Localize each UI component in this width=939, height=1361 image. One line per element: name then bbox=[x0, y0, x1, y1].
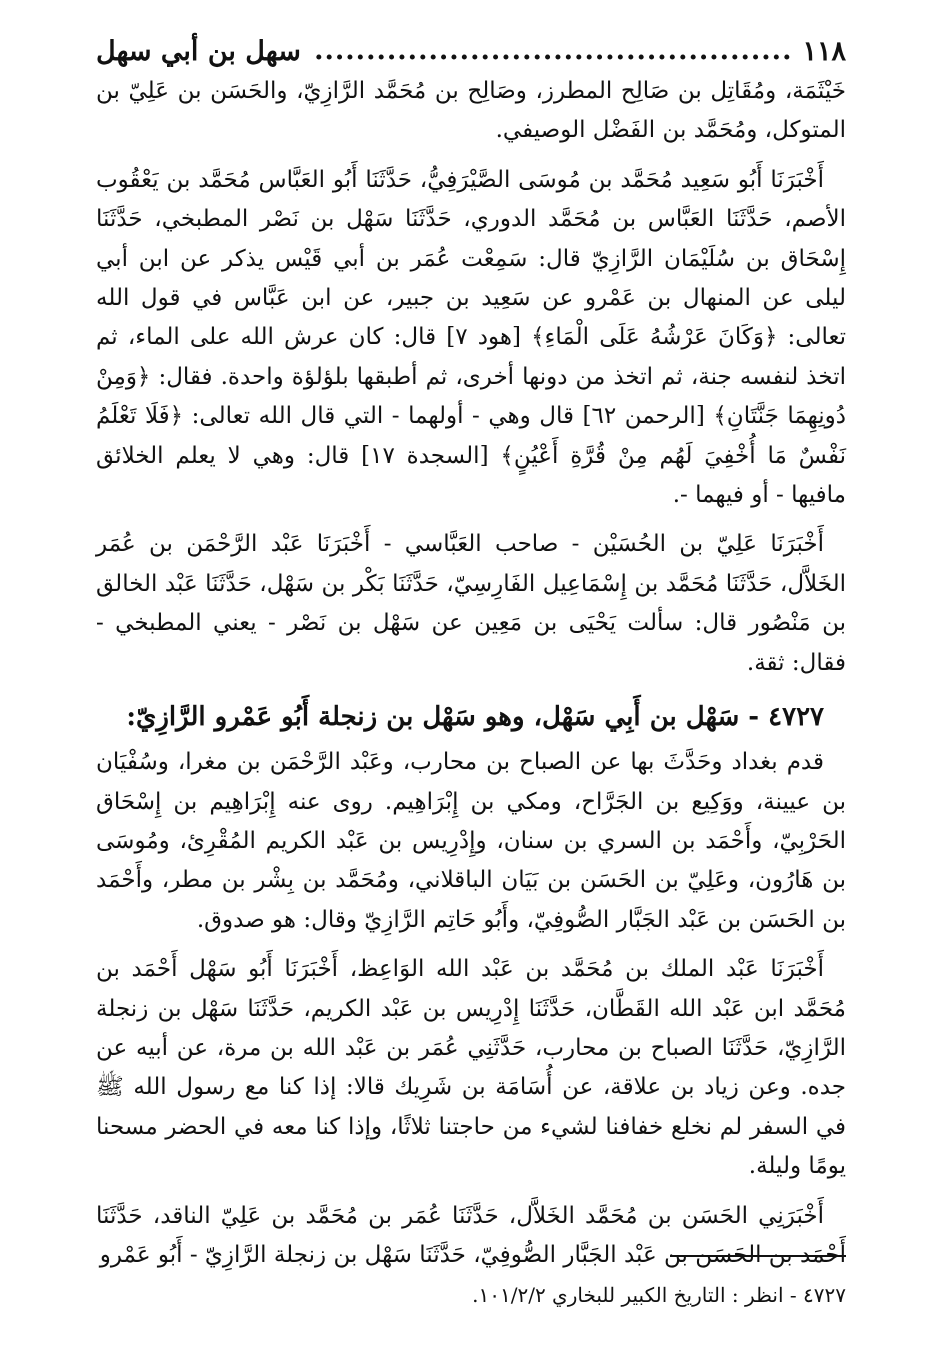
running-title: سهل بن أبي سهل bbox=[96, 35, 301, 67]
entry-paragraph: قدم بغداد وحَدَّثَ بها عن الصباح بن محارب، وعَبْد الرَّحْمَن بن مغرا، وسُفْيَان بن عيينة، ووَكِيع بن الجَرَّاح، ومكي بن إِبْرَاهِيم. روى عنه إِبْرَاهِيم بن إِسْحَاق الحَرْبِيّ، وأَحْمَد بن السري بن سنان، وإِدْرِيس بن عَبْد الكريم المُقْرِئ، ومُوسَى بن هَارُون، وعَلِيّ بن الحَسَن بن بَيَان الباقلاني، ومُحَمَّد بن بِشْر بن مطر، وأَحْمَد بن الحَسَن بن عَبْد الجَبَّار الصُّوفِيّ، وأَبُو حَاتِم الرَّازِيّ وقال: هو صدوق. bbox=[96, 749, 846, 933]
body-paragraph: خَيْثَمَة، ومُقَاتِل بن صَالِح المطرز، وصَالِح بن مُحَمَّد الرَّازِيّ، والحَسَن بن عَلِيّ بن المتوكل، ومُحَمَّد بن الفَضْل الوصيفي. bbox=[96, 78, 846, 144]
page-header bbox=[96, 28, 846, 74]
entry-paragraph: أَخْبَرَنَا عَبْد الملك بن مُحَمَّد بن عَبْد الله الوَاعِظ، أَخْبَرَنَا أَبُو سَهْل أَحْمَد بن مُحَمَّد ابن عَبْد الله القَطَّان، حَدَّثَنَا إِدْرِيس بن عَبْد الكريم، حَدَّثَنَا سَهْل بن زنجلة الرَّازِيّ، حَدَّثَنَا الصباح بن محارب، حَدَّثَنِي عُمَر بن عَبْد الله بن مرة، عن أبيه عن جده. وعن زياد بن علاقة، عن أُسَامَة بن شَرِيك قالا: إذا كنا مع رسول الله ﷺ في السفر لم نخلع خفافنا لشيء من حاجتنا ثلاثًا، وإذا كنا معه في الحضر مسحنا يومًا وليلة. bbox=[96, 956, 846, 1180]
page-body bbox=[96, 72, 846, 1285]
entry-paragraph: أَخْبَرَنِي الحَسَن بن مُحَمَّد الخَلاَّل، حَدَّثَنَا عُمَر بن مُحَمَّد بن عَلِيّ الناقد، حَدَّثَنَا أَحْمَد بن الحَسَن بن عَبْد الجَبَّار الصُّوفِيّ، حَدَّثَنَا سَهْل بن زنجلة الرَّازِيّ - أَبُو عَمْرو bbox=[96, 1202, 846, 1268]
header-dot-leader bbox=[313, 36, 793, 66]
footnote-divider bbox=[670, 1255, 846, 1257]
page-number: ١١٨ bbox=[802, 35, 846, 67]
body-paragraph: أَخْبَرَنَا أَبُو سَعِيد مُحَمَّد بن مُوسَى الصَّيْرَفِيُّ، حَدَّثَنَا أَبُو العَبَّاس مُحَمَّد بن يَعْقُوب الأصم، حَدَّثَنَا العَبَّاس بن مُحَمَّد الدوري، حَدَّثَنَا سَهْل بن نَصْر المطبخي، حَدَّثَنَا إِسْحَاق بن سُلَيْمَان الرَّازِيّ قال: سَمِعْت عُمَر بن أبي قَيْس يذكر عن ابن أبي ليلى عن المنهال بن عَمْرو عن سَعِيد بن جبير، عن ابن عَبَّاس في قول الله تعالى: ﴿وَكَانَ عَرْشُهُ عَلَى الْمَاءِ﴾ [هود ٧] قال: كان عرش الله على الماء، ثم اتخذ لنفسه جنة، ثم اتخذ من دونها أخرى، ثم أطبقها بلؤلؤة واحدة. فقال: ﴿وَمِنْ دُونِهِمَا جَنَّتَانِ﴾ [الرحمن ٦٢] قال وهي - أولهما - التي قال الله تعالى: ﴿فَلَا تَعْلَمُ نَفْسٌ مَا أُخْفِيَ لَهُم مِنْ قُرَّةِ أَعْيُنٍ﴾ [السجدة ١٧] قال: وهي لا يعلم الخلائق مافيها - أو فيهما -. bbox=[96, 166, 847, 509]
body-paragraph: أَخْبَرَنَا عَلِيّ بن الحُسَيْن - صاحب العَبَّاسي - أَخْبَرَنَا عَبْد الرَّحْمَن بن عُمَر الخَلاَّل، حَدَّثَنَا مُحَمَّد بن إِسْمَاعِيل الفَارِسِيّ، حَدَّثَنَا بَكْر بن سَهْل، حَدَّثَنَا عَبْد الخالق بن مَنْصُور قال: سألت يَحْيَى بن مَعِين عن سَهْل بن نَصْر - يعني المطبخي - فقال: ثقة. bbox=[96, 531, 846, 676]
footnote: ٤٧٢٧ - انظر : التاريخ الكبير للبخاري ١٠١/٢/٢. bbox=[472, 1283, 846, 1307]
entry-heading: ٤٧٢٧ - سَهْل بن أَبِي سَهْل، وهو سَهْل بن زنجلة أَبُو عَمْرو الرَّازِيّ: bbox=[126, 702, 824, 733]
